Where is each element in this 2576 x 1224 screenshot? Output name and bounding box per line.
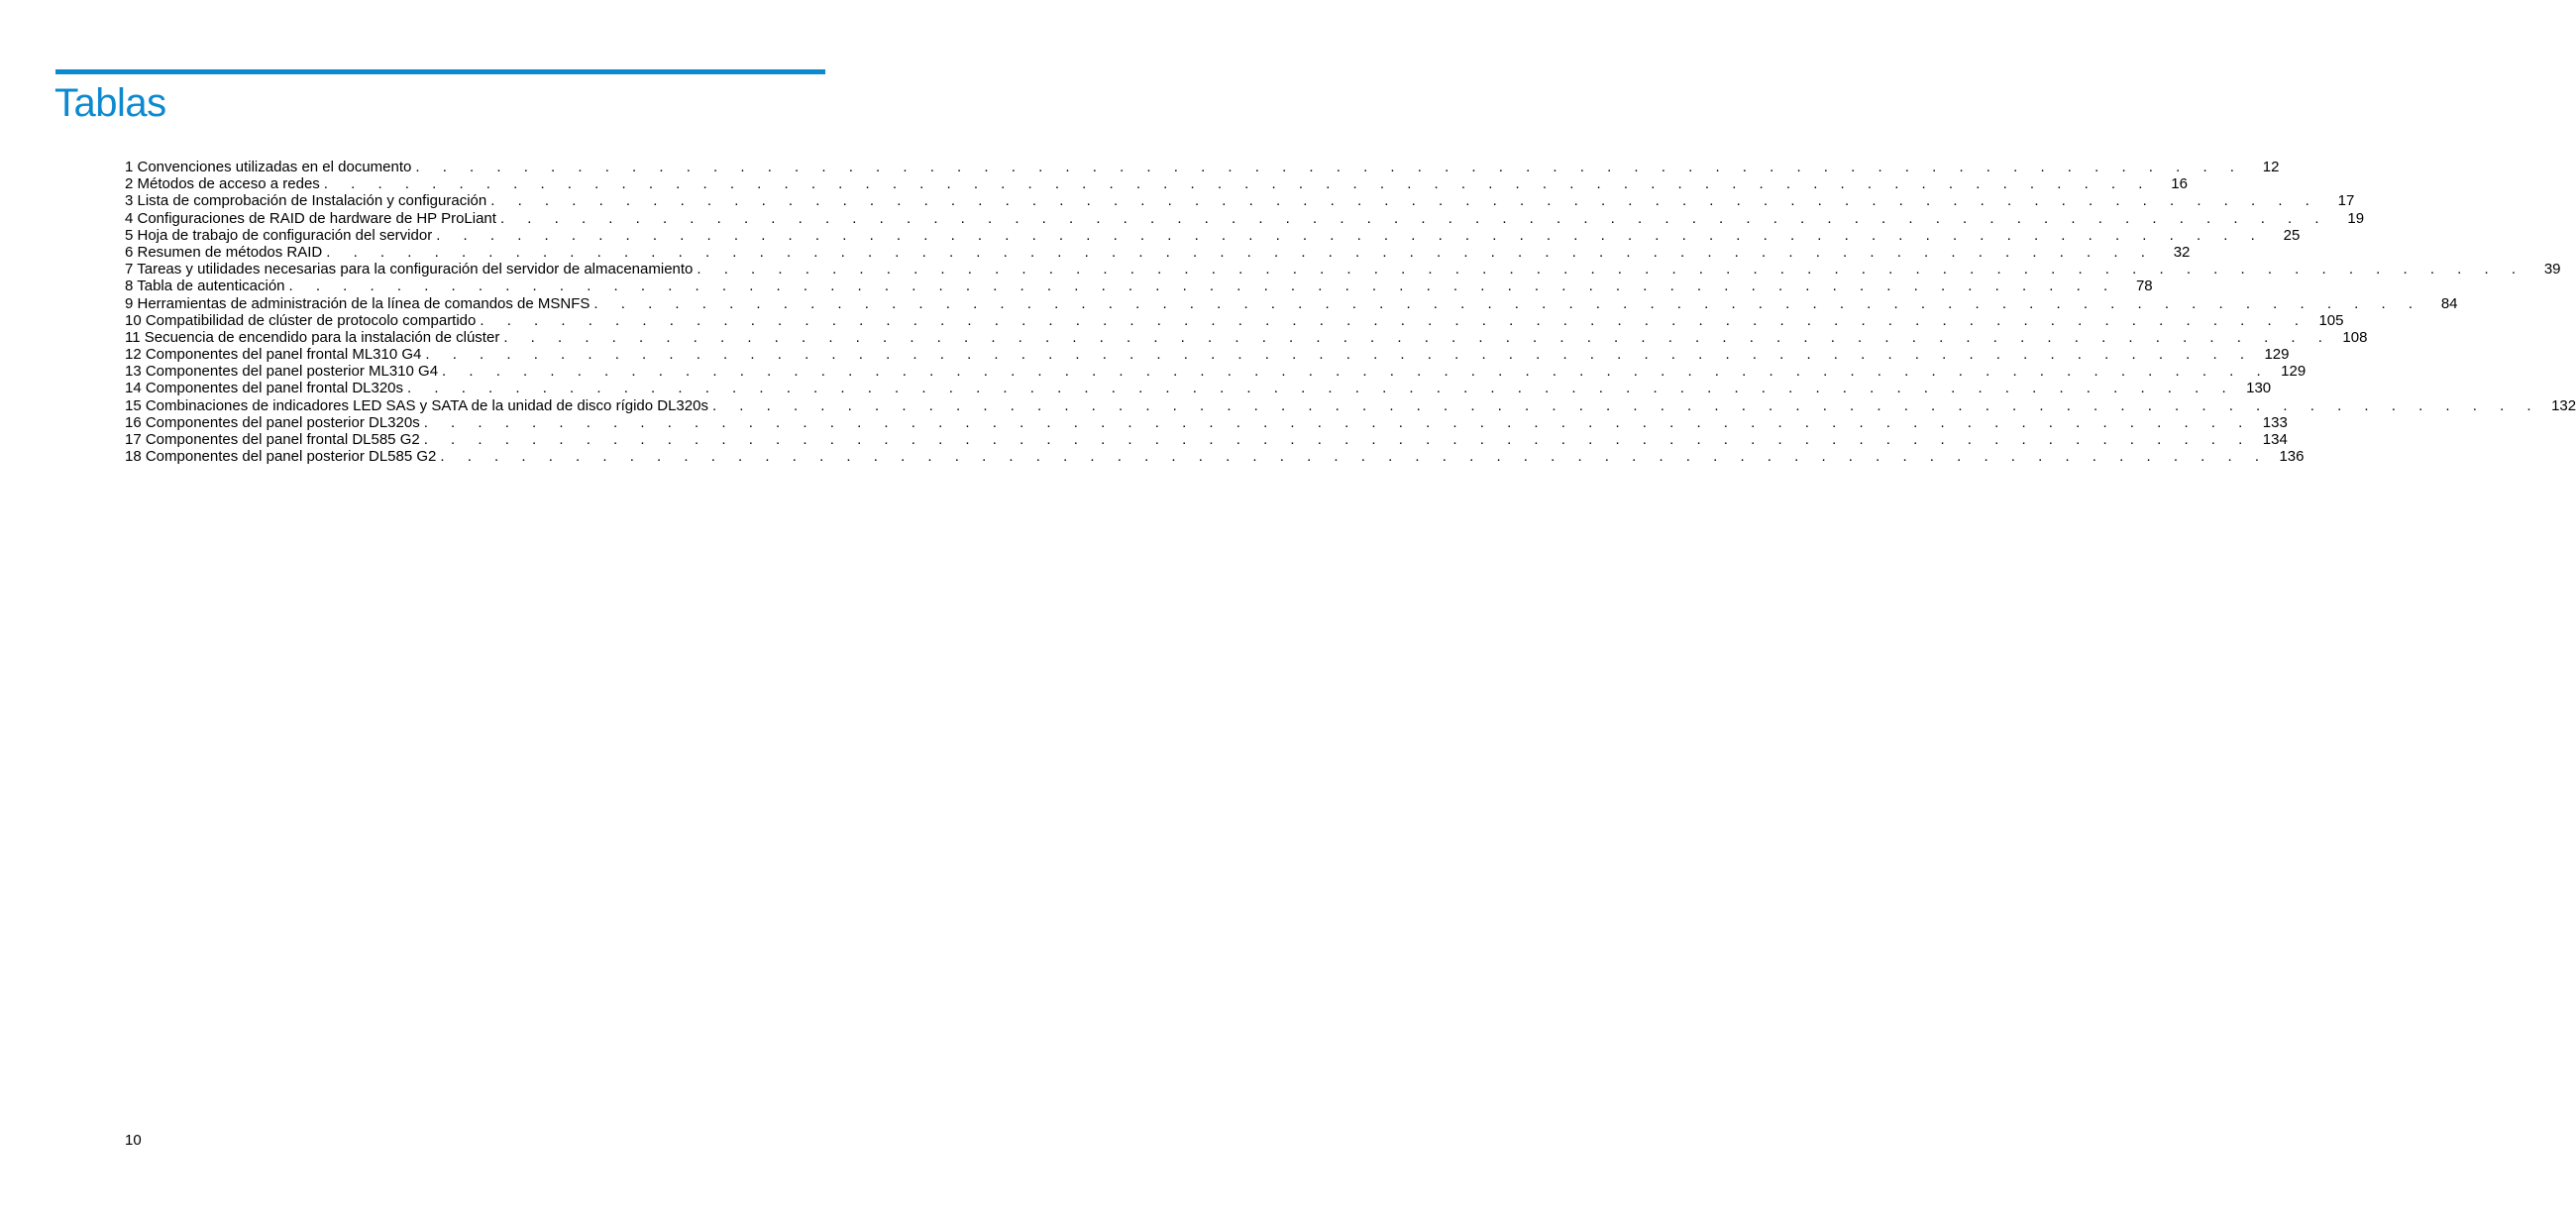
toc-entry[interactable] [125, 261, 2561, 278]
toc-page-number: 25 [2283, 226, 2301, 244]
toc-entry[interactable] [125, 396, 2576, 414]
toc-entry[interactable] [125, 328, 2368, 346]
dot-leader [712, 397, 2540, 414]
toc-page-number: 130 [2246, 380, 2272, 397]
toc-page-number: 32 [2173, 243, 2191, 261]
toc-entry[interactable] [125, 159, 2280, 175]
dot-leader [697, 261, 2524, 278]
toc-entry-text: 8 Tabla de autenticación [125, 278, 285, 295]
toc-page-number: 16 [2171, 175, 2188, 193]
toc-entry-text: 10 Compatibilidad de clúster de protocolo compartido [125, 311, 477, 329]
toc-page-number: 105 [2318, 311, 2344, 329]
page-number: 10 [125, 1132, 142, 1149]
toc-entry-text: 6 Resumen de métodos RAID [125, 243, 323, 261]
toc-page-number: 17 [2337, 192, 2355, 210]
dot-leader [490, 192, 2318, 209]
toc-entry-text: 12 Componentes del panel frontal ML310 G4 [125, 346, 422, 364]
dot-leader [442, 363, 2270, 380]
toc-entry[interactable] [125, 363, 2307, 381]
toc-page-number: 132 [2551, 396, 2576, 414]
toc-entry-text: 11 Secuencia de encendido para la instalación de clúster [125, 328, 500, 346]
dot-leader [440, 448, 2268, 465]
toc-entry-text: 14 Componentes del panel frontal DL320s [125, 380, 404, 397]
toc-page-number: 134 [2262, 431, 2288, 448]
dot-leader [424, 414, 2252, 431]
dot-leader [407, 380, 2235, 396]
toc-entry[interactable] [125, 346, 2290, 364]
toc-entry-text: 7 Tareas y utilidades necesarias para la configuración del servidor de almacenamiento [125, 261, 694, 278]
toc-entry[interactable] [125, 278, 2153, 295]
dot-leader [415, 159, 2243, 175]
page-title: Tablas [54, 81, 166, 125]
toc-entry-text: 15 Combinaciones de indicadores LED SAS y SATA de la unidad de disco rígido DL320s [125, 396, 708, 414]
toc-entry[interactable] [125, 448, 2305, 466]
toc-entry-text: 1 Convenciones utilizadas en el documento [125, 159, 412, 175]
toc-page-number: 136 [2279, 448, 2305, 466]
dot-leader [480, 312, 2308, 329]
dot-leader [326, 244, 2154, 261]
toc-entry-text: 9 Herramientas de administración de la línea de comandos de MSNFS [125, 294, 590, 312]
toc-page-number: 19 [2347, 209, 2365, 227]
dot-leader [436, 227, 2264, 244]
toc-entry-text: 4 Configuraciones de RAID de hardware de HP ProLiant [125, 209, 496, 227]
toc-entry-text: 2 Métodos de acceso a redes [125, 175, 320, 193]
toc-entry[interactable] [125, 431, 2288, 448]
toc-entry[interactable] [125, 243, 2191, 261]
toc-page-number: 84 [2440, 294, 2458, 312]
dot-leader [289, 278, 2117, 294]
toc-entry-text: 13 Componentes del panel posterior ML310 G4 [125, 363, 439, 381]
toc-page-number: 78 [2135, 278, 2153, 295]
toc-page-number: 133 [2262, 413, 2288, 431]
dot-leader [324, 175, 2152, 192]
toc-entry[interactable] [125, 209, 2365, 227]
toc-entry[interactable] [125, 311, 2344, 329]
toc-entry-text: 18 Componentes del panel posterior DL585 G2 [125, 448, 437, 466]
toc-entry[interactable] [125, 175, 2188, 193]
toc-entry[interactable] [125, 226, 2301, 244]
title-rule [55, 69, 825, 74]
toc-page-number: 108 [2342, 328, 2368, 346]
toc-entry[interactable] [125, 380, 2272, 397]
toc-entry[interactable] [125, 413, 2288, 431]
dot-leader [425, 346, 2253, 363]
toc-page-number: 129 [2264, 346, 2290, 364]
toc-entry-text: 16 Componentes del panel posterior DL320s [125, 413, 420, 431]
toc-page-number: 129 [2281, 363, 2307, 381]
dot-leader [424, 431, 2252, 448]
toc-entry-text: 5 Hoja de trabajo de configuración del servidor [125, 226, 433, 244]
dot-leader [500, 210, 2328, 227]
toc-entry[interactable] [125, 294, 2458, 312]
toc-page-number: 12 [2262, 159, 2280, 175]
table-list [125, 159, 2576, 466]
dot-leader [503, 329, 2331, 346]
toc-entry-text: 17 Componentes del panel frontal DL585 G2 [125, 431, 420, 448]
dot-leader [593, 295, 2421, 312]
toc-page-number: 39 [2543, 261, 2561, 278]
toc-entry-text: 3 Lista de comprobación de Instalación y configuración [125, 192, 487, 210]
toc-entry[interactable] [125, 192, 2355, 210]
